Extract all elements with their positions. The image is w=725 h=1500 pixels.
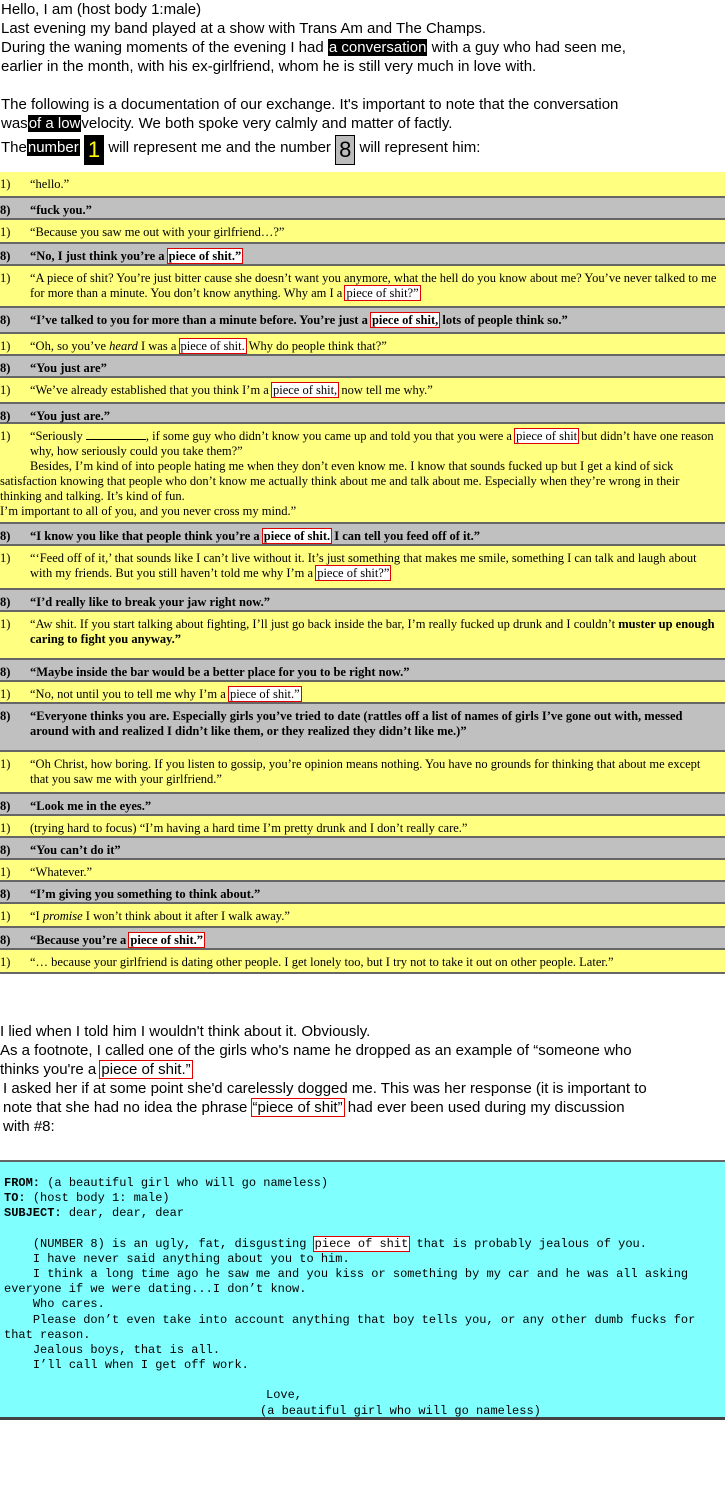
speaker-number: 8) [0,933,11,947]
email-paragraph: I think a long time ago he saw me and you kiss or something by my car and he was all asking everyone if we were dating...I don’t know. [4,1267,696,1297]
text: I was a [140,339,177,353]
phrase-box: piece of shit. [180,339,245,353]
speaker-number: 8) [0,887,11,901]
email-signature: (a beautiful girl who will go nameless) [260,1403,541,1418]
text: “Aw shit. If you start talking about fighting, I’ll just go back inside the bar, I’m really fucked up drunk and I couldn’t [30,617,616,631]
emphasis: promise [42,909,83,923]
text: “I’d really like to break your jaw right now.” [30,595,270,609]
text: “You just are” [30,361,107,375]
phrase-box: piece of shit, [371,313,439,327]
line-text [30,203,721,218]
line-text [30,887,721,902]
label: SUBJECT: [4,1206,62,1221]
speaker-number: 8) [0,249,11,263]
line-text [30,177,721,192]
line-speaker-8 [0,838,725,860]
text: lots of people think so.” [442,313,568,327]
text: “I’ve talked to you for more than a minute before. You’re just a [30,313,368,327]
phrase-box: piece of shit.” [168,249,242,263]
email-paragraph: Please don’t even take into account anything that boy tells you, or any other dumb fucks for that reason. [4,1312,703,1342]
phrase-box: piece of shit.” [130,933,203,947]
speaker-number: 1) [0,821,11,835]
intro-line [1,135,725,165]
line-speaker-8 [0,244,725,266]
emphasis: muster up enough caring to fight you anyway.” [30,617,715,646]
text: “Look me in the eyes.” [30,799,152,813]
speaker-number: 1) [0,383,11,397]
text: During the waning moments of the evening I had [1,39,324,56]
intro-line: Hello, I am (host body 1:male) [1,1,202,18]
line-speaker-1 [0,378,725,404]
phrase-box: piece of shit [516,429,578,443]
line-speaker-8 [0,198,725,220]
text: (NUMBER 8) is an ugly, fat, disgusting [4,1236,307,1251]
line-speaker-1 [0,546,725,590]
line-speaker-8 [0,404,725,424]
phrase-box: piece of shit [314,1236,409,1251]
line-text [30,909,721,924]
line-text [30,339,721,354]
number-eight-box: 8 [335,135,355,165]
text: velocity. We both spoke very calmly and matter of factly. [81,115,453,132]
speaker-number: 1) [0,687,11,701]
email-to [4,1191,721,1206]
text: “fuck you.” [30,203,92,217]
email-signoff: Love, [266,1388,303,1403]
email-from [4,1176,721,1191]
outro-line: I lied when I told him I wouldn't think about it. Obviously. [0,1023,371,1040]
outro-line [0,1098,725,1117]
intro-line [1,38,725,57]
line-text [30,249,721,264]
phrase-box: piece of shit?” [346,286,419,300]
line-speaker-1 [0,904,725,928]
text: “‘Feed off of it,’ that sounds like I can’t live without it. It’s just something that makes me smile, something I can talk and laugh about with my friends. But you still haven’t told me why I’m a [30,551,697,580]
text: “hello.” [30,177,70,191]
speaker-number: 1) [0,617,11,631]
line-text [30,709,721,739]
text: “Seriously [30,429,83,443]
email-panel [0,1160,725,1420]
speaker-number: 8) [0,595,11,609]
line-speaker-8 [0,308,725,334]
text: “Oh Christ, how boring. If you listen to gossip, you’re opinion means nothing. You have no grounds for thinking that about me except that you saw me with your girlfriend.” [30,757,701,786]
text: that is probably jealous of you. [416,1236,647,1251]
continuation [0,459,721,519]
email-paragraph: Jealous boys, that is all. [4,1343,221,1358]
highlight: number [27,139,79,156]
text: “No, not until you to tell me why I’m a [30,687,226,701]
speaker-number: 8) [0,843,11,857]
text: I can tell you feed off of it.” [334,529,481,543]
line-speaker-1 [0,220,725,244]
spacer [1,76,725,95]
value: (a beautiful girl who will go nameless) [47,1176,329,1190]
line-speaker-1 [0,172,725,198]
line-text [30,361,721,376]
email-subject [4,1206,721,1221]
emphasis: heard [109,339,138,353]
line-text [0,429,721,519]
text: (trying hard to focus) “I’m having a hard time I’m pretty drunk and I don’t really care.” [30,821,468,835]
text: now tell me why.” [341,383,433,397]
speaker-number: 8) [0,409,11,423]
line-text [30,383,721,398]
line-speaker-1 [0,334,725,356]
text: “Maybe inside the bar would be a better place for you to be right now.” [30,665,410,679]
number-one-box: 1 [84,135,104,165]
text: The [1,139,27,156]
text: will represent him: [359,139,481,156]
phrase-box: piece of shit.” [229,687,300,701]
outro [0,1022,725,1136]
text: I’m important to all of you, and you never cross my mind.” [0,504,297,518]
speaker-number: 1) [0,551,11,565]
line-speaker-1 [0,860,725,882]
blank-line [86,439,146,440]
line-text [30,865,721,880]
line-text [30,687,721,702]
speaker-number: 1) [0,177,11,191]
line-speaker-8 [0,356,725,378]
speaker-number: 1) [0,865,11,879]
line-speaker-8 [0,794,725,816]
line-speaker-8 [0,590,725,612]
line-text [30,933,721,948]
line-speaker-8 [0,704,725,752]
intro-line: earlier in the month, with his ex-girlfriend, whom he is still very much in love with. [1,58,537,75]
label: FROM: [4,1176,41,1190]
line-speaker-1 [0,424,725,524]
text: will represent me and the number [108,139,331,156]
speaker-number: 8) [0,203,11,217]
outro-line: As a footnote, I called one of the girls who's name he dropped as an example of “someone who [0,1042,632,1059]
text: Why do people think that?” [248,339,387,353]
value: dear, dear, dear [68,1206,185,1221]
line-speaker-1 [0,266,725,308]
text: “I’m giving you something to think about.” [30,887,261,901]
text: “You can’t do it” [30,843,121,857]
line-text [30,799,721,814]
speaker-number: 1) [0,909,11,923]
line-speaker-1 [0,950,725,974]
text: “Whatever.” [30,865,93,879]
line-text [30,551,721,581]
spacer [4,1373,721,1388]
line-text [30,409,721,424]
speaker-number: 8) [0,709,11,723]
email-paragraph: I’ll call when I get off work. [4,1358,249,1373]
line-text [30,665,721,680]
intro [0,0,725,165]
line-text [30,821,721,836]
text: “I [30,909,40,923]
highlight: a conversation [328,39,427,56]
speaker-number: 8) [0,665,11,679]
speaker-number: 1) [0,225,11,239]
line-text [30,313,721,328]
text: “We’ve already established that you think I’m a [30,383,269,397]
spacer [4,1222,721,1237]
text: “Everyone thinks you are. Especially girls you’ve tried to date (rattles off a list of names of girls I’ve gone out with, messed around with and realized I didn’t like them, or they realized they didn’t like me.)” [30,709,683,738]
speaker-number: 8) [0,361,11,375]
line-speaker-1 [0,612,725,660]
outro-line: with #8: [3,1118,55,1135]
outro-line [0,1060,725,1079]
intro-line [1,114,725,133]
text: “Oh, so you’ve [30,339,107,353]
label: TO: [4,1191,26,1206]
highlight: of a low [28,115,81,132]
line-speaker-1 [0,682,725,704]
value: (host body 1: male) [32,1191,170,1206]
speaker-number: 8) [0,313,11,327]
text: “I know you like that people think you’re a [30,529,260,543]
conversation [0,172,725,974]
line-speaker-8 [0,660,725,682]
text: had ever been used during my discussion [347,1099,625,1116]
text: “You just are.” [30,409,110,423]
text: thinks you're a [0,1061,97,1078]
line-text [30,617,721,647]
line-text [30,529,721,544]
text: “Because you’re a [30,933,127,947]
line-text [30,757,721,787]
line-speaker-8 [0,928,725,950]
line-text [30,225,721,240]
phrase-box: piece of shit?” [317,566,390,580]
outro-line: I asked her if at some point she'd carelessly dogged me. This was her response (it is important to [3,1080,647,1097]
phrase-box: piece of shit, [272,383,338,397]
line-speaker-8 [0,524,725,546]
text: note that she had no idea the phrase [3,1099,248,1116]
speaker-number: 1) [0,271,11,285]
line-text [30,955,721,970]
intro-line: The following is a documentation of our exchange. It's important to note that the conversation [1,96,619,113]
text: I won’t think about it after I walk away.” [85,909,290,923]
line-text [30,843,721,858]
line-speaker-8 [0,882,725,904]
speaker-number: 8) [0,799,11,813]
line-text [30,595,721,610]
text: was [1,115,28,132]
speaker-number: 1) [0,339,11,353]
speaker-number: 8) [0,529,11,543]
line-text [30,271,721,301]
email-paragraph [4,1237,721,1252]
phrase-box: “piece of shit” [252,1099,343,1116]
speaker-number: 1) [0,955,11,969]
speaker-number: 1) [0,429,11,443]
intro-line: Last evening my band played at a show with Trans Am and The Champs. [1,20,486,37]
text: , if some guy who didn’t know you came up and told you that you were a [145,429,512,443]
email-paragraph: Who cares. [4,1297,105,1312]
phrase-box: piece of shit. [263,529,331,543]
email-paragraph: I have never said anything about you to him. [4,1251,350,1266]
text: but didn’t have one reason why, how seriously could you take them?” [30,429,714,458]
phrase-box: piece of shit.” [101,1061,191,1078]
speaker-number: 1) [0,757,11,771]
text: “Because you saw me out with your girlfriend…?” [30,225,285,239]
text: Besides, I’m kind of into people hating me when they don’t even know me. I know that sounds fucked up but I get a kind of sick satisfaction knowing that people who don’t know me actually think about me and talk about me. Especially when they’re wrong in their thinking and talking. It’s kind of fun. [0,459,680,503]
text: “No, I just think you’re a [30,249,165,263]
line-speaker-1 [0,816,725,838]
line-speaker-1 [0,752,725,794]
text: with a guy who had seen me, [431,39,626,56]
text: “… because your girlfriend is dating other people. I get lonely too, but I try not to take it out on other people. Later.” [30,955,614,969]
text: “A piece of shit? You’re just bitter cause she doesn’t want you anymore, what the hell do you know about me? You’ve never talked to me for more than a minute. You don’t know anything. Why am I a [30,271,717,300]
